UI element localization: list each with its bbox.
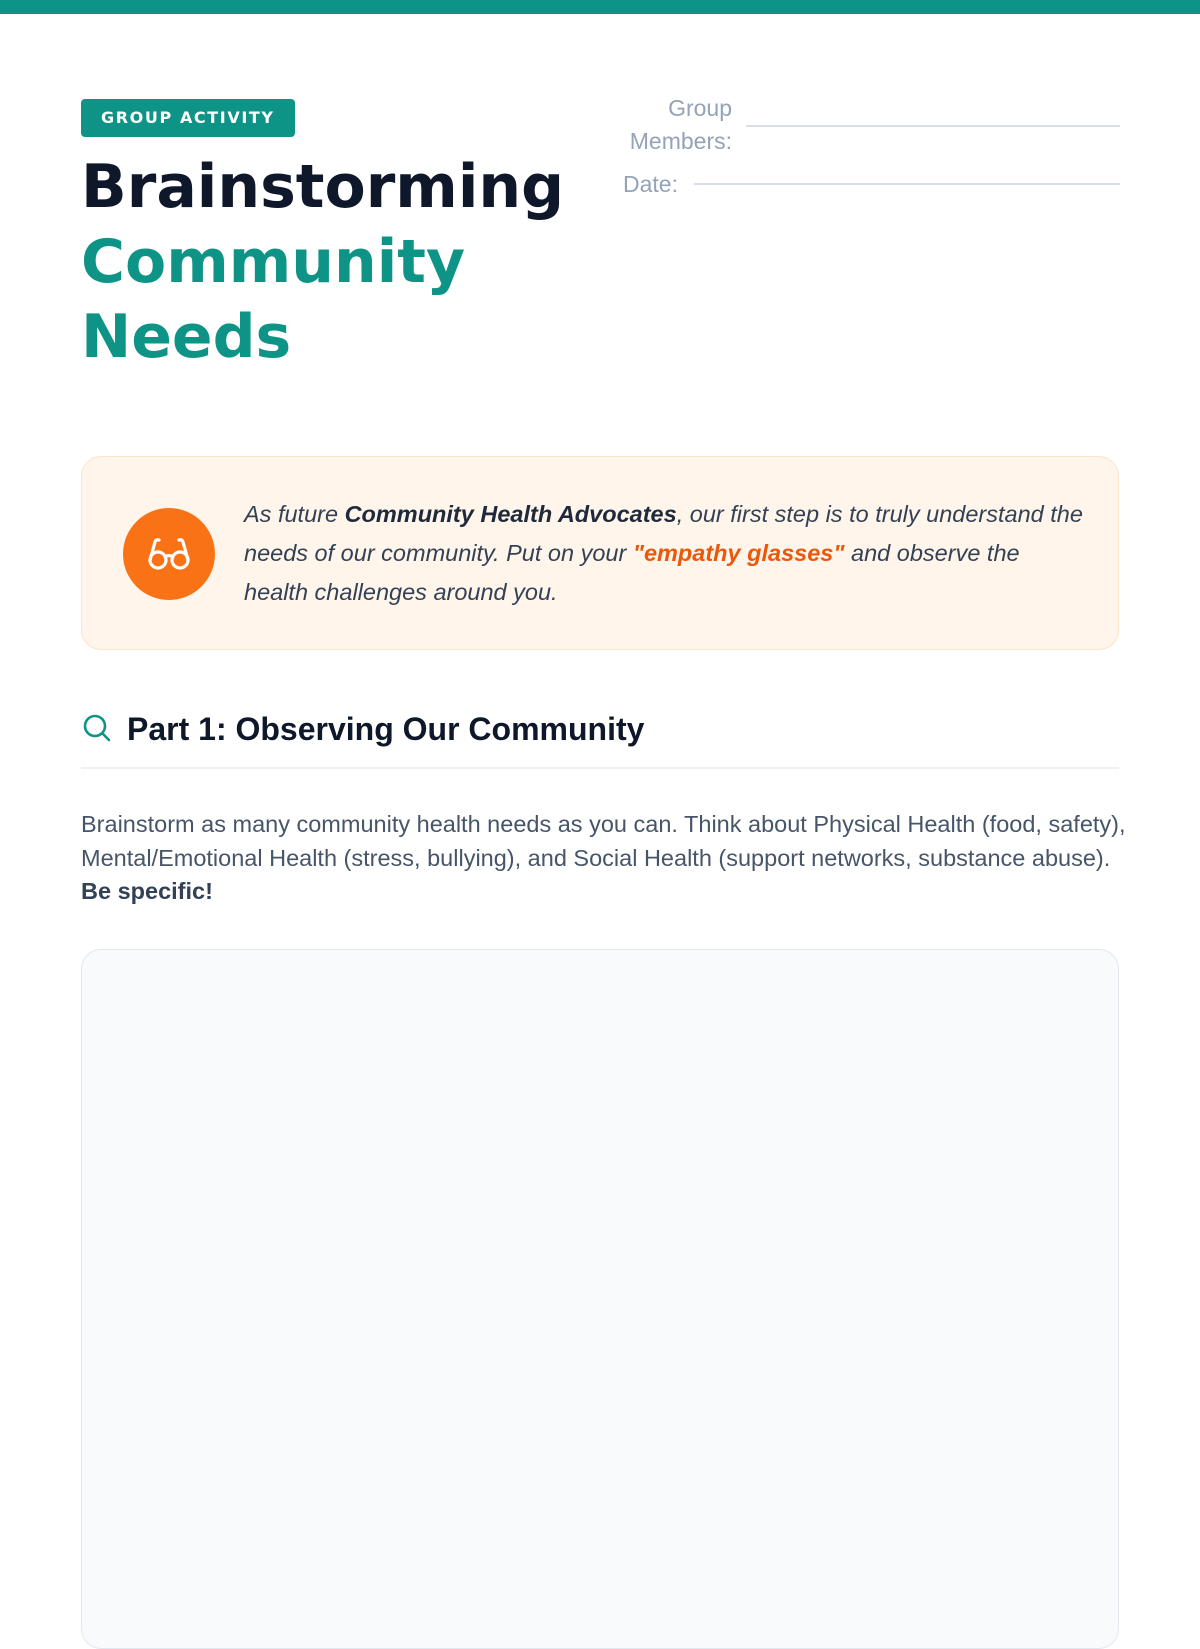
search-icon [81, 712, 113, 749]
callout-text-start: As future [244, 501, 345, 527]
activity-badge: GROUP ACTIVITY [81, 99, 295, 137]
brainstorm-answer-area[interactable] [81, 949, 1119, 1649]
callout-text-middle: , our first step is to truly understand the needs of our community. Put on your [244, 501, 1083, 566]
glasses-icon [123, 508, 215, 600]
title-line-2: Community [81, 227, 466, 297]
section-1-header [81, 705, 1119, 769]
callout-text [244, 495, 1084, 612]
title-line-1: Brainstorming [81, 152, 565, 222]
title-line-3: Needs [81, 302, 292, 372]
callout-text-end: and observe the health challenges around you. [244, 540, 1020, 605]
section-1-title: Part 1: Observing Our Community [127, 711, 645, 747]
section-1-instructions [81, 808, 1131, 909]
date-field[interactable] [694, 183, 1120, 185]
callout-accent: "empathy glasses" [632, 540, 845, 566]
group-members-field[interactable] [746, 125, 1120, 127]
top-accent-bar [0, 0, 1200, 14]
group-members-label: Group Members: [629, 95, 732, 154]
instructions-emphasis: Be specific! [81, 878, 213, 904]
empathy-callout [81, 456, 1119, 650]
page-title [81, 150, 601, 375]
date-label: Date: [623, 171, 678, 197]
callout-emphasis: Community Health Advocates [344, 501, 677, 527]
instructions-text: Brainstorm as many community health needs as you can. Think about Physical Health (food, safety), Mental/Emotional Health (stress, bullying), and Social Health (support networks, substance abuse). [81, 811, 1126, 871]
